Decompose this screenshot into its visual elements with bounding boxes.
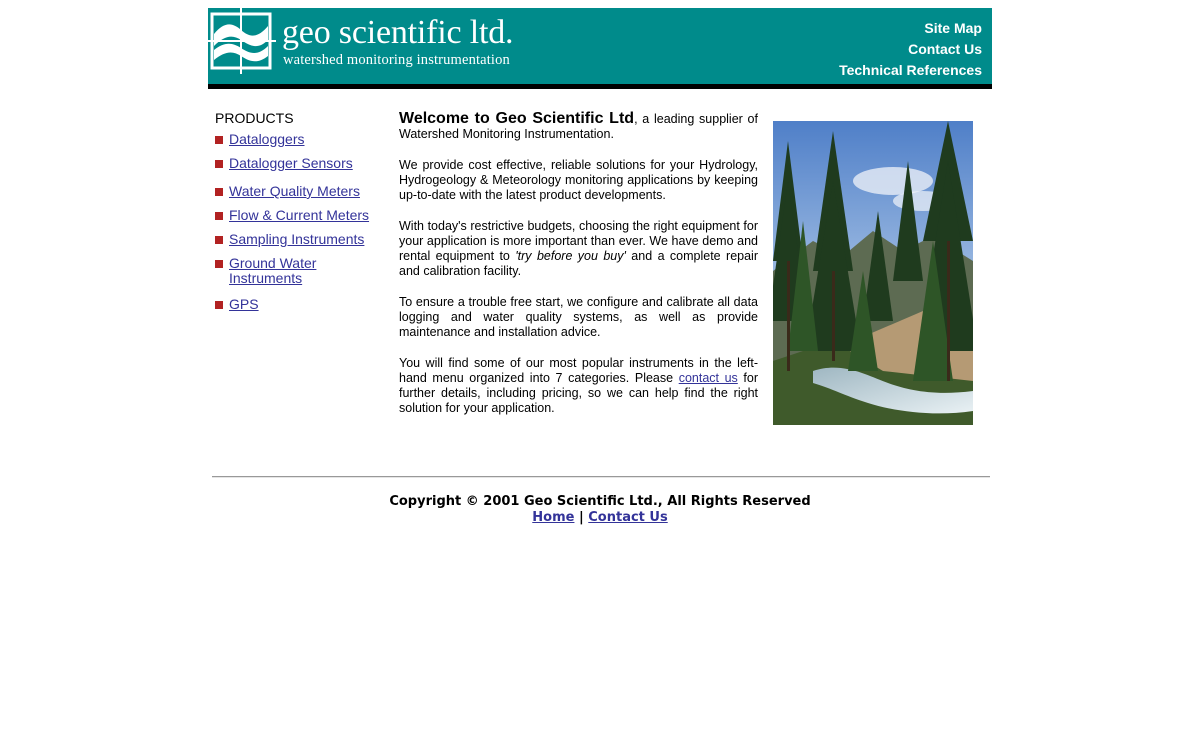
sidebar-link-flow-current-meters[interactable]: Flow & Current Meters (229, 207, 370, 223)
welcome-paragraph (399, 111, 758, 142)
trouble-free-paragraph: To ensure a trouble free start, we configure and calibrate all data logging and water quality systems, as well as provide maintenance and installation advice. (399, 295, 758, 339)
technical-references-link[interactable]: Technical References (839, 62, 982, 78)
top-nav (839, 18, 982, 81)
copyright-text: Copyright © 2001 Geo Scientific Ltd., All Rights Reserved (389, 494, 811, 509)
welcome-text: , a leading supplier of Watershed Monitoring Instrumentation. (399, 112, 758, 141)
sidebar-item-gps (215, 297, 385, 321)
sidebar-item-datalogger-sensors (215, 156, 385, 184)
sidebar-item-flow-current-meters (215, 208, 385, 232)
square-bullet-icon (215, 236, 223, 244)
categories-text-end: for further details, including pricing, so we can help find the right solution for your application. (399, 371, 758, 415)
budgets-text-end: and a complete repair and calibration facility. (399, 249, 758, 278)
header-divider (208, 84, 992, 89)
sidebar-link-datalogger-sensors[interactable]: Datalogger Sensors (229, 155, 353, 171)
sidebar-item-dataloggers (215, 132, 385, 156)
contact-us-inline-link[interactable]: contact us (678, 371, 738, 385)
square-bullet-icon (215, 136, 223, 144)
header-banner (208, 8, 992, 84)
welcome-title: Welcome to Geo Scientific Ltd (399, 110, 635, 127)
square-bullet-icon (215, 188, 223, 196)
sidebar-link-sampling-instruments[interactable]: Sampling Instruments (229, 231, 365, 247)
page-container (208, 8, 992, 525)
sidebar-link-dataloggers[interactable]: Dataloggers (229, 131, 305, 147)
categories-text: You will find some of our most popular instruments in the left-hand menu organized into 7 categories. Please (399, 356, 758, 385)
footer-divider (212, 476, 990, 478)
sidebar-link-gps[interactable]: GPS (229, 296, 259, 312)
square-bullet-icon (215, 301, 223, 309)
categories-paragraph (399, 356, 758, 416)
sidebar-item-sampling-instruments (215, 232, 385, 256)
contact-us-link[interactable]: Contact Us (908, 41, 982, 57)
main-content (399, 111, 758, 432)
footer-contact-us-link[interactable]: Contact Us (588, 510, 668, 525)
footer-links (208, 510, 992, 526)
solutions-paragraph: We provide cost effective, reliable solutions for your Hydrology, Hydrogeology & Meteorology monitoring applications by keeping up-to-date with the latest product developments. (399, 158, 758, 202)
sidebar-item-ground-water-instruments (215, 256, 339, 297)
budgets-paragraph (399, 219, 758, 279)
try-before-you-buy: 'try before you buy' (515, 249, 626, 263)
brand-tagline: watershed monitoring instrumentation (283, 52, 510, 68)
sidebar-link-water-quality-meters[interactable]: Water Quality Meters (229, 183, 360, 199)
watershed-wave-icon[interactable] (208, 8, 276, 74)
forest-stream-photo (773, 121, 973, 425)
square-bullet-icon (215, 260, 223, 268)
brand-name: geo scientific ltd. (282, 14, 514, 51)
square-bullet-icon (215, 212, 223, 220)
products-heading: PRODUCTS (215, 110, 294, 126)
sidebar-link-ground-water-instruments[interactable]: Ground Water Instruments (229, 255, 317, 286)
sidebar-item-water-quality-meters (215, 184, 385, 208)
footer-separator: | (578, 510, 584, 525)
site-map-link[interactable]: Site Map (924, 20, 982, 36)
footer (208, 494, 992, 526)
square-bullet-icon (215, 160, 223, 168)
budgets-text: With today's restrictive budgets, choosing the right equipment for your application is more important than ever. We have demo and rental equipment to (399, 219, 758, 263)
footer-home-link[interactable]: Home (532, 510, 575, 525)
products-sidebar (215, 110, 385, 321)
